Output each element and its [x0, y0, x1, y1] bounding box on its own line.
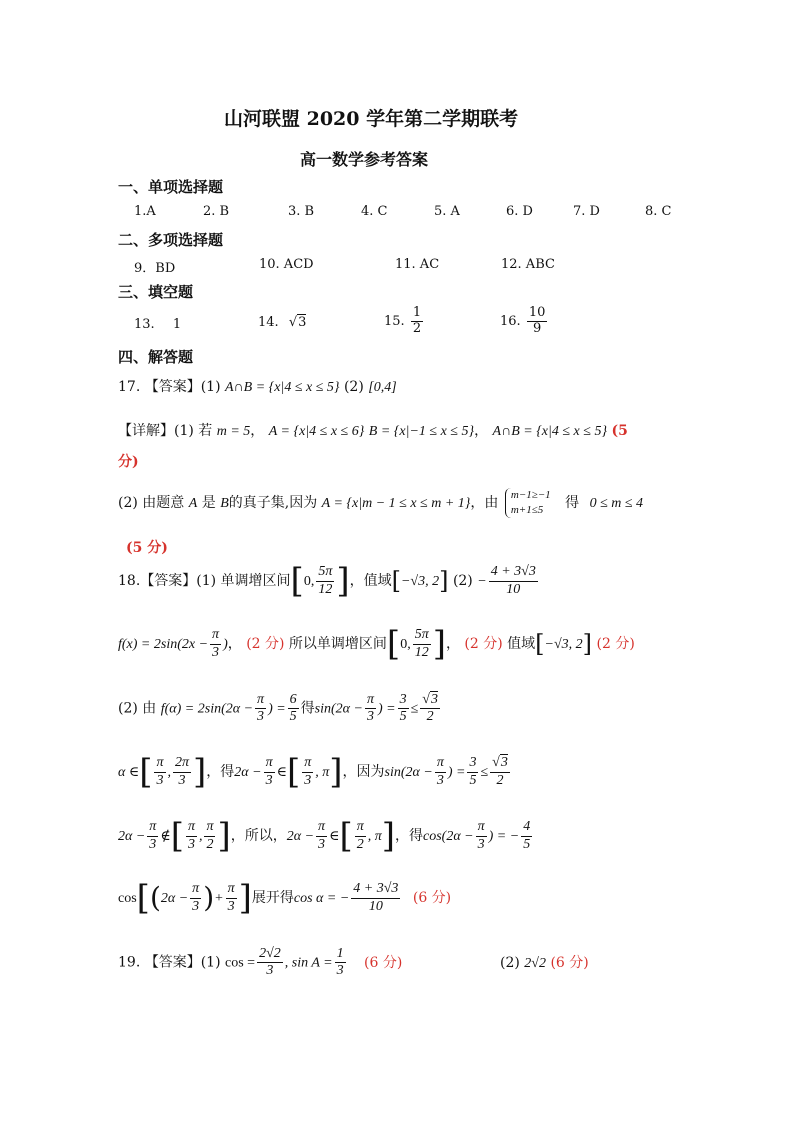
q18-six: 6 — [288, 692, 299, 709]
q17-answer-line — [118, 376, 397, 396]
q19-sin-num: 1 — [335, 946, 346, 963]
q18-sqrt3-b: 3 — [500, 755, 508, 771]
q18-l5-cos: cos(2α − — [423, 829, 474, 844]
section-heading-multi-choice: 二、多项选择题 — [118, 231, 224, 249]
q18-three-11: 3 — [187, 836, 195, 852]
q18-pi-9: π — [186, 819, 197, 836]
q18-l4-2a: 2α − — [234, 765, 262, 780]
q18-pi-7: π — [435, 755, 446, 772]
q17-p2-text2: 是 — [201, 494, 216, 511]
answer-10: 10. ACD — [259, 257, 314, 272]
q17-p2-a: A — [188, 495, 198, 511]
q18-two-b: 2 — [496, 772, 504, 788]
q18-pi-2: π — [255, 692, 266, 709]
q18-l5-2a: 2α − — [118, 829, 146, 844]
answer-16 — [500, 306, 549, 337]
q18-pi-12: π — [355, 819, 366, 836]
q18-l3-eq2: ) = — [377, 701, 396, 717]
q17-score-1a: (5 — [611, 423, 628, 439]
section-heading-fill-blank: 三、填空题 — [118, 283, 194, 301]
q18-answer-label: 18.【答案】(1) 单调增区间 — [118, 573, 291, 589]
answer-12: 12. ABC — [501, 257, 555, 272]
q18-three-4: 3 — [156, 772, 164, 788]
q18-interval-den-2: 12 — [414, 644, 429, 660]
q18-two-d: 2 — [356, 836, 364, 852]
q18-interval-num: 5π — [316, 564, 334, 581]
q18-two-a: 2 — [426, 709, 434, 725]
q18-line-2: f(x) = 2sin(2x − $\frac{\pi}{3}$ )， (2 分) 所以单调增区间[0, $\frac{5\pi}{12}$ ]， (2 分) 值域[−√3, 2] (2 分) — [118, 624, 635, 664]
answer-15-numerator: 1 — [412, 305, 422, 320]
q18-l5-eq: ) = − — [488, 829, 520, 844]
q17-part2-line — [118, 488, 643, 518]
q18-two-c: 2 — [206, 836, 214, 852]
q17-inequality-system — [505, 488, 551, 518]
q18-l6-num: 4 + 3√3 — [351, 881, 400, 898]
q18-l6-cosa: cos α = − — [293, 891, 350, 906]
q18-l5-get: ，得 — [395, 828, 423, 844]
section-heading-single-choice: 一、单项选择题 — [118, 178, 224, 196]
answer-14-value: 3 — [298, 315, 307, 330]
q17-score-2: (5 分) — [126, 540, 168, 556]
q18-l3-label: (2) 由 — [118, 700, 157, 717]
q18-four: 4 — [521, 819, 532, 836]
q18-l4-eq: ) = — [447, 765, 466, 780]
q18-mono-text: 所以单调增区间 — [288, 636, 387, 652]
q18-pi-3: π — [365, 692, 376, 709]
q18-score-d: (6 分) — [412, 890, 452, 906]
q18-line-3: (2) 由 f(α) = 2sin(2α − $\frac{\pi}{3}$ ) = $\frac{6}{5}$ 得sin(2α − $\frac{\pi}{3}$ ) = $\frac{3}{5}$ ≤ $\frac{√3}{2}$ — [118, 692, 438, 725]
q19-answer-line — [118, 946, 402, 979]
q18-ans2-den: 10 — [506, 581, 521, 597]
q17-detail-intersection: A∩B = {x|4 ≤ x ≤ 5} — [492, 424, 608, 439]
q18-three-2: 3 — [257, 709, 265, 725]
q18-five-4: 5 — [523, 836, 531, 852]
answer-3: 3. B — [288, 204, 315, 219]
answer-5: 5. A — [434, 204, 460, 219]
q18-l5-so: ，所以， — [230, 828, 287, 844]
answer-14: 14. √3 — [258, 315, 307, 330]
q18-ans2-num: 4 + 3√3 — [489, 564, 538, 581]
q18-l5-notin: ∉ — [160, 829, 171, 844]
q18-score-c: (2 分) — [596, 636, 635, 652]
q19-part2-line — [500, 952, 589, 972]
q17-detail-set-b: B = {x|−1 ≤ x ≤ 5} — [368, 424, 475, 439]
q18-score-a: (2 分) — [246, 636, 285, 652]
q17-score-1b: 分) — [118, 454, 139, 470]
answer-7: 7. D — [573, 204, 600, 219]
q18-three-12: 3 — [318, 836, 326, 852]
q18-pi-11: π — [316, 819, 327, 836]
q18-three-7: 3 — [304, 772, 312, 788]
q17-p2-result: 0 ≤ m ≤ 4 — [589, 495, 644, 511]
answer-2: 2. B — [203, 204, 230, 219]
q18-pi-10: π — [204, 819, 215, 836]
q18-pi-4: π — [154, 755, 165, 772]
q19-cos-text: cos = — [225, 955, 256, 971]
q17-p2-text1: (2) 由题意 — [118, 494, 185, 511]
q18-sqrt3-a: 3 — [430, 692, 438, 707]
answer-9: 9．BD — [134, 261, 176, 276]
answer-16-numerator: 10 — [528, 305, 546, 320]
q18-line-4: α ∈[ $\frac{\pi}{3}$ , $\frac{2\pi}{3}$ ]，得2α − $\frac{\pi}{3}$ ∈[ $\frac{\pi}{3}$ , π]，因为sin(2α − $\frac{\pi}{3}$ ) = $\frac{3}{5}$ ≤ $\frac{√3}{2}$ — [118, 752, 508, 792]
q18-three-3: 3 — [366, 709, 374, 725]
q18-l4-alpha: α ∈ — [118, 765, 140, 780]
q19-part2-value: 2√2 — [524, 956, 546, 971]
q18-l4-in: ∈ — [276, 765, 287, 780]
q18-pi-6: π — [302, 755, 313, 772]
q18-part2-label: (2) — [452, 573, 473, 589]
q18-three-13: 3 — [477, 836, 485, 852]
q18-three-1: 3 — [212, 644, 220, 660]
q18-range-text: ，值域 — [349, 573, 392, 589]
answer-11: 11. AC — [395, 257, 440, 272]
q18-l4-because: ，因为 — [342, 764, 385, 780]
q18-l5-pi: , π — [367, 829, 382, 844]
q19-answer-label: 19. 【答案】(1) — [118, 954, 221, 971]
q18-three-num: 3 — [398, 692, 409, 709]
q18-l6-cos: cos — [118, 891, 137, 906]
q17-system-row-1: m−1≥−1 — [510, 489, 551, 501]
q17-detail-set-a: A = {x|4 ≤ x ≤ 6} — [268, 424, 365, 439]
q18-five-1: 5 — [289, 709, 297, 725]
answer-13 — [134, 317, 181, 332]
q18-range-text-2: 值域 — [507, 636, 536, 652]
answer-13-value: 1 — [172, 317, 182, 332]
q18-pi-15: π — [226, 881, 237, 898]
q18-three-8: 3 — [436, 772, 444, 788]
q18-line-6: cos[(2α − $\frac{\pi}{3}$ )+ $\frac{\pi}{3}$ ]展开得cos α = − $\frac{4 + 3√3}{10}$ (6 分) — [118, 878, 452, 918]
q18-score-b: (2 分) — [464, 636, 503, 652]
q18-five-3: 5 — [469, 772, 477, 788]
q18-line-5: 2α − $\frac{\pi}{3}$ ∉[ $\frac{\pi}{3}$ , $\frac{\pi}{2}$ ]，所以，2α − $\frac{\pi}{3}$ ∈[ $\frac{\pi}{2}$ , π]，得cos(2α − $\frac{\pi}{3}$ ) = − $\frac{4}{5}$ — [118, 816, 531, 856]
q18-l4-get: ，得 — [206, 764, 235, 780]
q18-range-value-2: −√3, 2 — [544, 637, 583, 652]
answer-14-label: 14. — [258, 315, 279, 330]
q19-part2-label: (2) — [500, 955, 520, 971]
q17-p2-b: B — [220, 495, 229, 511]
document-title: 山河联盟 2020 学年第二学期联考 — [224, 108, 519, 130]
q18-f-expression: f(x) = 2sin(2x − — [118, 637, 209, 652]
answer-15 — [384, 306, 425, 337]
section-heading-solutions: 四、解答题 — [118, 348, 194, 366]
q18-pi-1: π — [210, 627, 221, 644]
q18-range-value: −√3, 2 — [400, 574, 440, 589]
q19-sin-den: 3 — [336, 963, 344, 979]
q18-three-10: 3 — [149, 836, 157, 852]
q18-l4-pi: , π — [315, 765, 330, 780]
q17-p2-text3: 的真子集,因为 — [228, 494, 318, 511]
q18-three-6: 3 — [265, 772, 273, 788]
q18-l4-sin: sin(2α − — [384, 765, 433, 780]
q18-l5-in: ∈ — [329, 829, 340, 844]
q18-interval-den: 12 — [318, 581, 333, 597]
q17-answer-1: A∩B = {x|4 ≤ x ≤ 5} — [225, 380, 340, 395]
q18-three-5: 3 — [178, 772, 186, 788]
q19-cos-den: 3 — [266, 963, 274, 979]
q17-answer-2: [0,4] — [368, 380, 397, 395]
q18-l3-eq: ) = — [268, 701, 286, 717]
q19-cos-num: 2√2 — [257, 946, 283, 963]
answer-4: 4. C — [361, 204, 388, 219]
q19-score-2: (6 分) — [550, 955, 589, 971]
q18-answer-line: 18.【答案】(1) 单调增区间[0, $\frac{5\pi}{12}$ ]，值域[−√3, 2] (2) − $\frac{4 + 3√3}{10}$ — [118, 561, 536, 601]
q18-l3-f: f(α) = 2sin(2α − — [160, 701, 254, 717]
answer-1: 1.A — [134, 204, 156, 219]
q17-system-row-2: m+1≤5 — [510, 503, 544, 516]
answer-15-label: 15. — [384, 313, 405, 329]
q17-detail-label: 【详解】(1) 若 — [118, 423, 213, 439]
q18-five-2: 5 — [399, 709, 407, 725]
q17-detail-line: 【详解】(1) 若 m = 5， A = {x|4 ≤ x ≤ 6} B = {x|−1 ≤ x ≤ 5}， A∩B = {x|4 ≤ x ≤ 5} (5 — [118, 423, 628, 439]
q18-pi-8: π — [147, 819, 158, 836]
q17-p2-set: A = {x|m − 1 ≤ x ≤ m + 1} — [321, 495, 471, 511]
q18-three-9: 3 — [467, 755, 478, 772]
q18-l6-expand: 展开得 — [251, 890, 294, 906]
q17-answer-label: 17. 【答案】(1) — [118, 379, 221, 395]
answer-8: 8. C — [645, 204, 672, 219]
q17-part2-label: (2) — [343, 379, 364, 395]
answer-16-label: 16. — [500, 313, 521, 329]
answer-13-label: 13. — [134, 317, 155, 332]
q18-three-15: 3 — [227, 898, 235, 914]
answer-15-denominator: 2 — [412, 320, 422, 336]
answer-16-denominator: 9 — [532, 320, 542, 336]
q18-pi-13: π — [476, 819, 487, 836]
q19-score-1: (6 分) — [364, 954, 403, 971]
answer-6: 6. D — [506, 204, 533, 219]
q18-three-14: 3 — [192, 898, 200, 914]
q18-l3-sin: sin(2α − — [314, 701, 363, 717]
q18-l6-den: 10 — [368, 898, 383, 914]
q18-pi-5: π — [264, 755, 275, 772]
q18-interval-num-2: 5π — [413, 627, 431, 644]
q18-two-pi: 2π — [173, 755, 191, 772]
q17-p2-text4: ，由 — [470, 494, 499, 511]
q17-detail-m: m = 5 — [216, 424, 251, 439]
q18-l5-2a-b: 2α − — [286, 829, 315, 844]
document-subtitle: 高一数学参考答案 — [300, 150, 429, 169]
q18-l3-get: 得 — [300, 700, 315, 717]
q18-pi-14: π — [190, 881, 201, 898]
q17-p2-text5: 得 — [565, 494, 580, 511]
q19-sin-text: , sin A = — [284, 955, 333, 971]
